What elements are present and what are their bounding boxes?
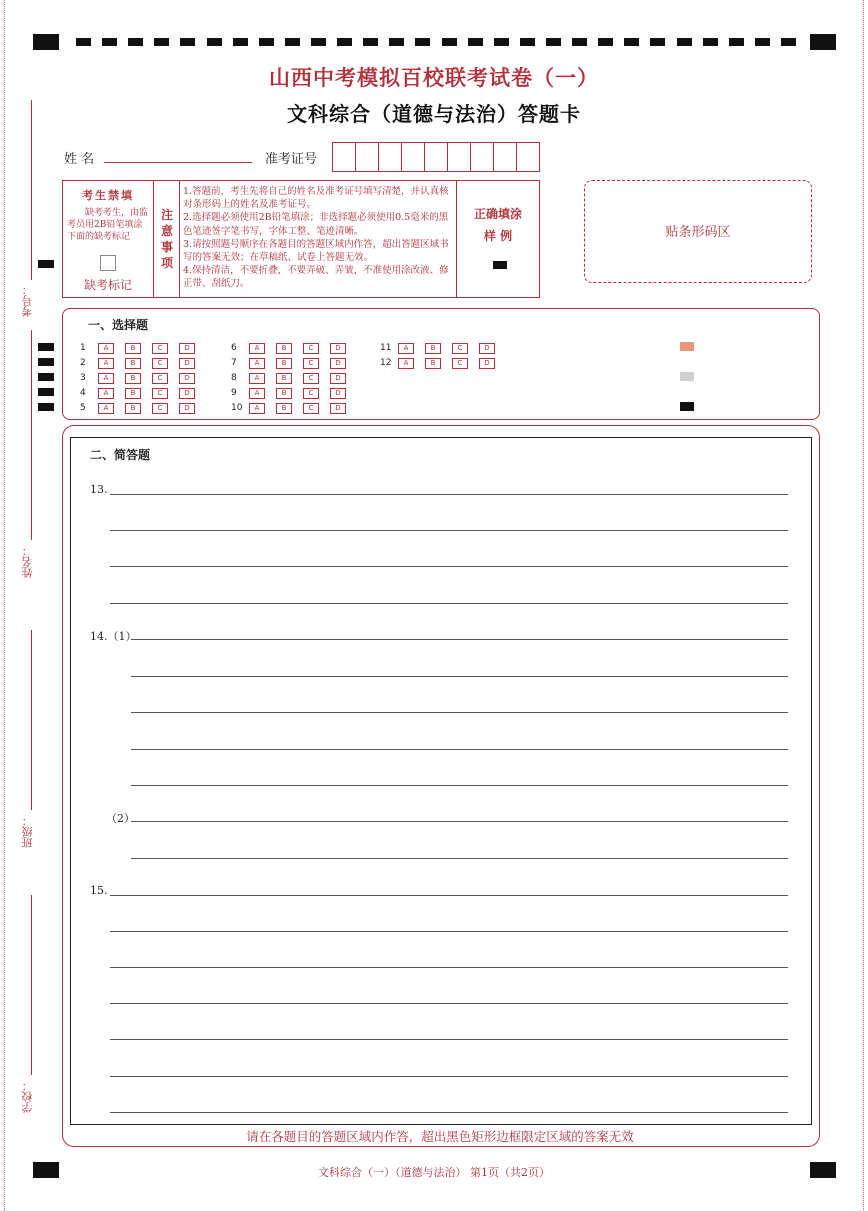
answer-line[interactable]	[110, 566, 788, 567]
answer-line[interactable]	[110, 1003, 788, 1004]
choice-option-c[interactable]: C	[152, 358, 168, 369]
answer-line[interactable]	[131, 821, 788, 822]
choice-option-d[interactable]: D	[330, 403, 346, 414]
instructions-box	[62, 180, 540, 298]
answer-line[interactable]	[110, 494, 788, 495]
choice-option-d[interactable]: D	[479, 358, 495, 369]
name-field[interactable]	[104, 162, 252, 163]
choice-option-b[interactable]: B	[125, 388, 141, 399]
sample-filled-mark	[493, 261, 507, 269]
side-school-label: 学校：	[21, 1080, 34, 1113]
sample-line2: 样 例	[483, 229, 513, 243]
choice-question-row	[380, 357, 506, 369]
absent-mark-label: 缺考标记	[83, 278, 132, 292]
choice-question-row	[231, 387, 357, 399]
choice-option-b[interactable]: B	[125, 403, 141, 414]
question-number: 8	[231, 373, 237, 383]
question-number: 10	[231, 403, 243, 413]
choice-option-c[interactable]: C	[303, 388, 319, 399]
question-number: 6	[231, 343, 237, 353]
side-line-exam	[31, 100, 32, 280]
marker-black	[680, 402, 694, 411]
side-line-name	[31, 330, 32, 540]
choice-option-b[interactable]: B	[276, 373, 292, 384]
section1-title: 一、选择题	[88, 318, 149, 332]
choice-option-c[interactable]: C	[303, 343, 319, 354]
choice-option-c[interactable]: C	[303, 358, 319, 369]
answer-line[interactable]	[131, 712, 788, 713]
question-number: 12	[380, 358, 392, 368]
answer-line[interactable]	[131, 639, 788, 640]
section2-title: 二、简答题	[90, 448, 151, 462]
question-number: 4	[80, 388, 86, 398]
choice-option-b[interactable]: B	[125, 343, 141, 354]
answer-line[interactable]	[110, 603, 788, 604]
side-name-label: 姓名：	[21, 545, 34, 578]
choice-option-c[interactable]: C	[303, 373, 319, 384]
choice-question-row	[231, 402, 357, 414]
choice-option-b[interactable]: B	[125, 373, 141, 384]
choice-option-d[interactable]: D	[179, 358, 195, 369]
question-number: 2	[80, 358, 86, 368]
answer-line[interactable]	[110, 1112, 788, 1113]
answer-card-title: 文科综合（道德与法治）答题卡	[287, 102, 581, 126]
choice-option-c[interactable]: C	[152, 388, 168, 399]
notice-title: 注意事项	[161, 208, 174, 270]
question-number: 9	[231, 388, 237, 398]
choice-option-a[interactable]: A	[398, 343, 414, 354]
choice-option-b[interactable]: B	[276, 358, 292, 369]
choice-question-row	[80, 387, 206, 399]
notice-item-1: 1.答题前，考生先将自己的姓名及准考证号填写清楚，并认真核对条形码上的姓名及准考证号。	[183, 186, 449, 211]
choice-option-a[interactable]: A	[249, 373, 265, 384]
choice-option-c[interactable]: C	[303, 403, 319, 414]
choice-option-c[interactable]: C	[152, 373, 168, 384]
right-cut-line	[863, 0, 864, 1211]
choice-option-d[interactable]: D	[330, 388, 346, 399]
choice-option-d[interactable]: D	[179, 388, 195, 399]
choice-question-row	[231, 342, 357, 354]
q14-1-label: 14.（1）	[90, 630, 137, 643]
left-cut-line	[4, 0, 5, 1211]
corner-mark-tr	[810, 34, 836, 50]
choice-option-a[interactable]: A	[249, 358, 265, 369]
choice-option-c[interactable]: C	[452, 358, 468, 369]
choice-option-d[interactable]: D	[179, 373, 195, 384]
notice-item-2: 2.选择题必须使用2B铅笔填涂；非选择题必须使用0.5毫米的黑色笔迹签字笔书写，字体工整、笔迹清晰。	[183, 212, 449, 237]
choice-question-row	[80, 402, 206, 414]
side-class-label: 班级：	[21, 815, 34, 848]
answer-line[interactable]	[131, 858, 788, 859]
q14-2-label: （2）	[106, 812, 135, 825]
exam-title: 山西中考模拟百校联考试卷（一）	[269, 66, 599, 90]
choice-option-c[interactable]: C	[452, 343, 468, 354]
choice-option-d[interactable]: D	[330, 373, 346, 384]
answer-line[interactable]	[131, 785, 788, 786]
choice-option-d[interactable]: D	[330, 343, 346, 354]
row-mark-2	[38, 358, 54, 366]
question-number: 5	[80, 403, 86, 413]
choice-question-row	[80, 342, 206, 354]
side-mark	[38, 260, 54, 268]
answer-line[interactable]	[110, 530, 788, 531]
q13-label: 13.	[90, 483, 108, 496]
choice-option-c[interactable]: C	[152, 403, 168, 414]
choice-option-a[interactable]: A	[98, 373, 114, 384]
barcode-label: 贴条形码区	[665, 225, 731, 240]
choice-option-a[interactable]: A	[398, 358, 414, 369]
row-mark-3	[38, 373, 54, 381]
choice-option-a[interactable]: A	[98, 403, 114, 414]
page-footer: 文科综合（一）（道德与法治） 第1页（共2页）	[318, 1166, 550, 1179]
answer-line[interactable]	[110, 931, 788, 932]
id-label: 准考证号	[265, 152, 318, 167]
barcode-area	[584, 180, 812, 283]
q15-label: 15.	[90, 884, 108, 897]
answer-line[interactable]	[110, 895, 788, 896]
choice-option-b[interactable]: B	[276, 388, 292, 399]
question-number: 1	[80, 343, 86, 353]
choice-option-b[interactable]: B	[276, 403, 292, 414]
sample-line1: 正确填涂	[473, 207, 522, 221]
notice-list	[183, 185, 451, 291]
choice-question-row	[80, 357, 206, 369]
name-label: 姓 名	[64, 152, 95, 167]
marker-gray	[680, 372, 694, 381]
choice-option-b[interactable]: B	[125, 358, 141, 369]
choice-option-a[interactable]: A	[98, 388, 114, 399]
side-exam-no-label: 考号：	[21, 284, 34, 317]
choice-option-a[interactable]: A	[249, 388, 265, 399]
marker-orange	[680, 342, 694, 351]
side-line-class	[31, 630, 32, 810]
choice-option-b[interactable]: B	[276, 343, 292, 354]
timing-marks	[76, 38, 796, 46]
answer-line[interactable]	[131, 676, 788, 677]
question-number: 3	[80, 373, 86, 383]
choice-option-a[interactable]: A	[249, 403, 265, 414]
answer-line[interactable]	[110, 967, 788, 968]
notice-item-4: 4.保持清洁，不要折叠，不要弄破、弄皱，不准使用涂改液、修正带、刮纸刀。	[183, 265, 449, 290]
forbidden-text: 缺考考生，由监考员用2B铅笔填涂下面的缺考标记	[67, 208, 149, 242]
row-mark-4	[38, 388, 54, 396]
choice-question-row	[231, 372, 357, 384]
section-short-answer-frame	[70, 437, 812, 1125]
choice-option-d[interactable]: D	[179, 343, 195, 354]
question-number: 7	[231, 358, 237, 368]
absent-mark-box[interactable]	[100, 255, 116, 271]
answer-line[interactable]	[131, 749, 788, 750]
choice-option-b[interactable]: B	[425, 358, 441, 369]
answer-line[interactable]	[110, 1039, 788, 1040]
choice-option-a[interactable]: A	[98, 358, 114, 369]
choice-option-c[interactable]: C	[152, 343, 168, 354]
corner-mark-tl	[33, 34, 59, 50]
choice-option-d[interactable]: D	[479, 343, 495, 354]
row-mark-5	[38, 403, 54, 411]
choice-option-d[interactable]: D	[179, 403, 195, 414]
choice-option-b[interactable]: B	[425, 343, 441, 354]
question-number: 11	[380, 343, 392, 353]
answer-area-warning: 请在各题目的答题区域内作答，超出黑色矩形边框限定区域的答案无效	[246, 1129, 634, 1144]
row-mark-1	[38, 343, 54, 351]
choice-question-row	[80, 372, 206, 384]
choice-option-a[interactable]: A	[98, 343, 114, 354]
forbidden-title: 考生禁填	[82, 189, 134, 202]
choice-option-d[interactable]: D	[330, 358, 346, 369]
notice-item-3: 3.请按照题号顺序在各题目的答题区域内作答，超出答题区域书写的答案无效；在草稿纸、试卷上答题无效。	[183, 238, 449, 264]
choice-question-row	[380, 342, 506, 354]
choice-question-row	[231, 357, 357, 369]
answer-line[interactable]	[110, 1076, 788, 1077]
exam-id-boxes[interactable]	[332, 142, 540, 172]
choice-option-a[interactable]: A	[249, 343, 265, 354]
side-line-school	[31, 895, 32, 1075]
